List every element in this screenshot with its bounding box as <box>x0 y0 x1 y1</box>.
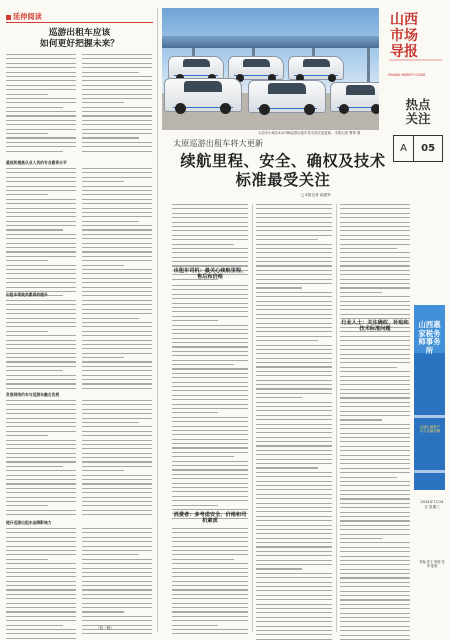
sidebar-body-col1-e <box>6 528 76 640</box>
article-byline: □本报记者 阎建军 <box>301 193 331 197</box>
sidebar-body-col1-c <box>6 300 76 392</box>
page-number: 05 <box>413 136 442 161</box>
svg-text:山西: 山西 <box>390 12 418 28</box>
photo-taxi-front <box>330 82 379 112</box>
masthead <box>388 10 444 77</box>
label-marker-icon <box>6 15 11 20</box>
sidebar-body-col2-d <box>82 400 152 519</box>
masthead-logo <box>388 10 444 68</box>
sidebar-title <box>6 28 153 50</box>
article-col3-body2 <box>340 336 410 640</box>
article-col2-body <box>256 204 332 640</box>
sidebar-title-line2: 如何更好把握未来？ <box>39 39 120 49</box>
sidebar-body-col1-d <box>6 400 76 519</box>
editor-credits: 责编 张王 审校 张李 夏燕 <box>419 560 445 568</box>
svg-text:市场: 市场 <box>390 28 418 44</box>
masthead-subtitle: SHANXI MARKET GUIDE <box>388 73 426 77</box>
section-title-text: 热点关注 <box>405 97 431 126</box>
sidebar-title-line1: 巡游出租车应该 <box>48 28 111 38</box>
column-divider-left <box>157 8 158 632</box>
extended-reading-text: 延伸阅读 <box>13 12 42 21</box>
photo-taxi-front <box>164 78 242 112</box>
extended-reading-label <box>6 12 42 22</box>
sidebar-section3-head: 发展网络约车与巡游车融合发展 <box>6 392 60 397</box>
ad-divider <box>414 470 445 473</box>
svg-text:导报: 导报 <box>390 44 418 60</box>
sidebar-section1-head: 重视和提高从业人员的专业素养水平 <box>6 160 67 165</box>
photo-taxi <box>168 56 224 80</box>
taxi-lot-photo <box>162 8 379 130</box>
photo-taxi <box>288 56 344 80</box>
page-number-box <box>393 135 443 162</box>
sidebar-section4-head: 提升巡游出租车品牌影响力 <box>6 520 52 525</box>
ad-slogan: 以诚心赢客户 以专业赢信赖 <box>419 425 441 434</box>
issue-date: 2024年7月24日 星期三 <box>420 500 444 509</box>
sidebar-body-col2-e <box>82 528 152 638</box>
ad-divider <box>414 415 445 418</box>
sidebar-body-col1-b <box>6 168 76 300</box>
tax-firm-advertisement[interactable] <box>414 305 445 490</box>
article-col1-body2 <box>172 528 248 638</box>
sidebar-body-col2-b <box>82 168 152 300</box>
article-col1-body <box>172 285 248 522</box>
sidebar-section2-head: 出租车驾驶员素质的提升 <box>6 292 48 297</box>
page-letter: A <box>400 143 408 154</box>
sidebar-continued: （转一版） <box>96 626 114 630</box>
column-divider-mid2 <box>336 204 337 632</box>
article-col3-body <box>340 204 410 336</box>
article-headline: 续航里程、安全、确权及技术标准最受关注 <box>180 152 386 189</box>
article-subhead-industry: 行业人士：关注确权、补贴和技术标准问题 <box>341 320 409 333</box>
photo-taxi-front <box>248 80 326 113</box>
article-subhead-drivers: 出租车司机：最关心续航里程、售后和价格 <box>173 268 247 281</box>
photo-taxi <box>228 56 284 80</box>
article-kicker: 太原巡游出租车将大更新 <box>173 138 264 148</box>
photo-caption: 太原市小域区4207辆巡游出租车将全部完成更新。本报记者 曹钟 摄 <box>258 131 361 135</box>
article-subhead-consumers: 消费者：多考虑安全、价格和司机素质 <box>173 512 247 525</box>
section-title <box>393 98 443 126</box>
sidebar-body-col1-a <box>6 54 76 155</box>
ad-firm-name: 山西惠家税务师事务所 <box>418 320 441 355</box>
left-top-rule <box>6 22 153 23</box>
sidebar-body-col2-c <box>82 300 152 392</box>
sidebar-body-col2-a <box>82 54 152 155</box>
photo-solar-canopy <box>162 36 379 48</box>
column-divider-mid1 <box>252 204 253 632</box>
